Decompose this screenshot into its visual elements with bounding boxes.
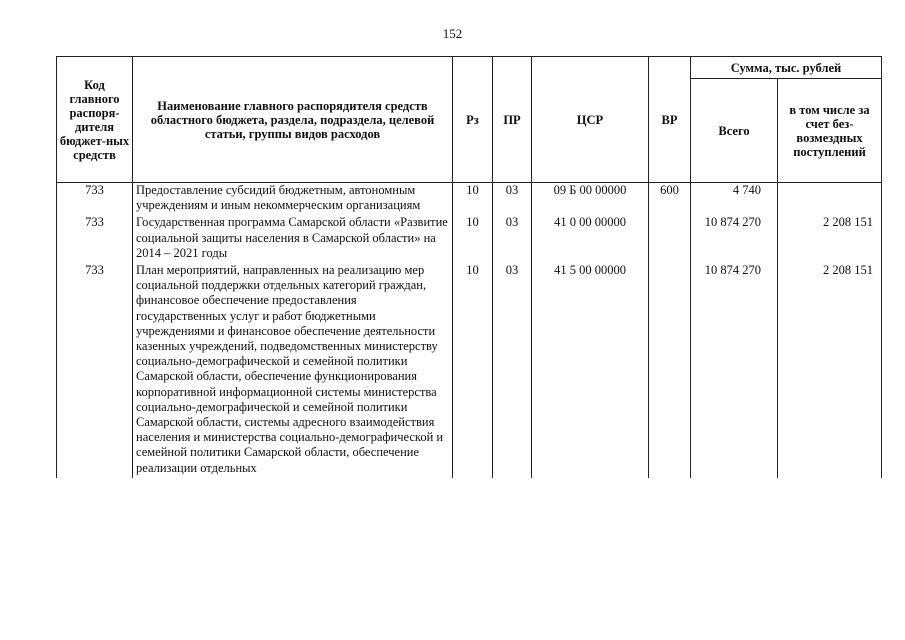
row-csr: 41 0 00 00000 [532, 215, 649, 263]
header-pr: ПР [493, 57, 532, 183]
row-rz: 10 [453, 215, 493, 263]
row-name: Государственная программа Самарской области «Развитие социальной защиты населения в Самарской области» на 2014 – 2021 годы [133, 215, 453, 263]
header-total: Всего [691, 79, 778, 183]
row-name: План мероприятий, направленных на реализацию мер социальной поддержки отдельных категорий граждан, финансовое обеспечение предоставления государственных услуг и работ бюджетными учреждениями и финансовое обеспечение деятельности казенных учреждений, подведомственных министерству социально-демографической и семейной политики Самарской области, обеспечение функционирования корпоративной информационной системы министерства социально-демографической и семейной политики Самарской области, системы адресного взаимодействия населения и министерства социально-демографической и семейной политики Самарской области, обеспечение реализации отдельных [133, 263, 453, 478]
row-vr [649, 263, 691, 478]
table-row [57, 263, 882, 478]
row-code: 733 [57, 263, 133, 478]
row-free: 2 208 151 [778, 215, 882, 263]
header-rz: Рз [453, 57, 493, 183]
row-total: 10 874 270 [691, 215, 778, 263]
page-number: 152 [442, 26, 463, 41]
header-csr: ЦСР [532, 57, 649, 183]
header-name: Наименование главного распорядителя средств областного бюджета, раздела, подраздела, целевой статьи, группы видов расходов [133, 57, 453, 183]
row-csr: 09 Б 00 00000 [532, 183, 649, 216]
row-pr: 03 [493, 263, 532, 478]
row-free: 2 208 151 [778, 263, 882, 478]
row-code: 733 [57, 215, 133, 263]
header-including: в том числе за счет без-возмездных поступлений [778, 79, 882, 183]
row-rz: 10 [453, 183, 493, 216]
row-pr: 03 [493, 215, 532, 263]
row-rz: 10 [453, 263, 493, 478]
row-total: 10 874 270 [691, 263, 778, 478]
row-vr [649, 215, 691, 263]
table-row [57, 183, 882, 216]
header-amount: Сумма, тыс. рублей [691, 57, 882, 79]
table-row [57, 215, 882, 263]
row-free [778, 183, 882, 216]
header-vr: ВР [649, 57, 691, 183]
row-pr: 03 [493, 183, 532, 216]
row-total: 4 740 [691, 183, 778, 216]
header-code: Код главного распоря-дителя бюджет-ных средств [57, 57, 133, 183]
row-csr: 41 5 00 00000 [532, 263, 649, 478]
row-vr: 600 [649, 183, 691, 216]
row-name: Предоставление субсидий бюджетным, автономным учреждениям и иным некоммерческим организациям [133, 183, 453, 216]
budget-table [56, 56, 882, 478]
row-code: 733 [57, 183, 133, 216]
